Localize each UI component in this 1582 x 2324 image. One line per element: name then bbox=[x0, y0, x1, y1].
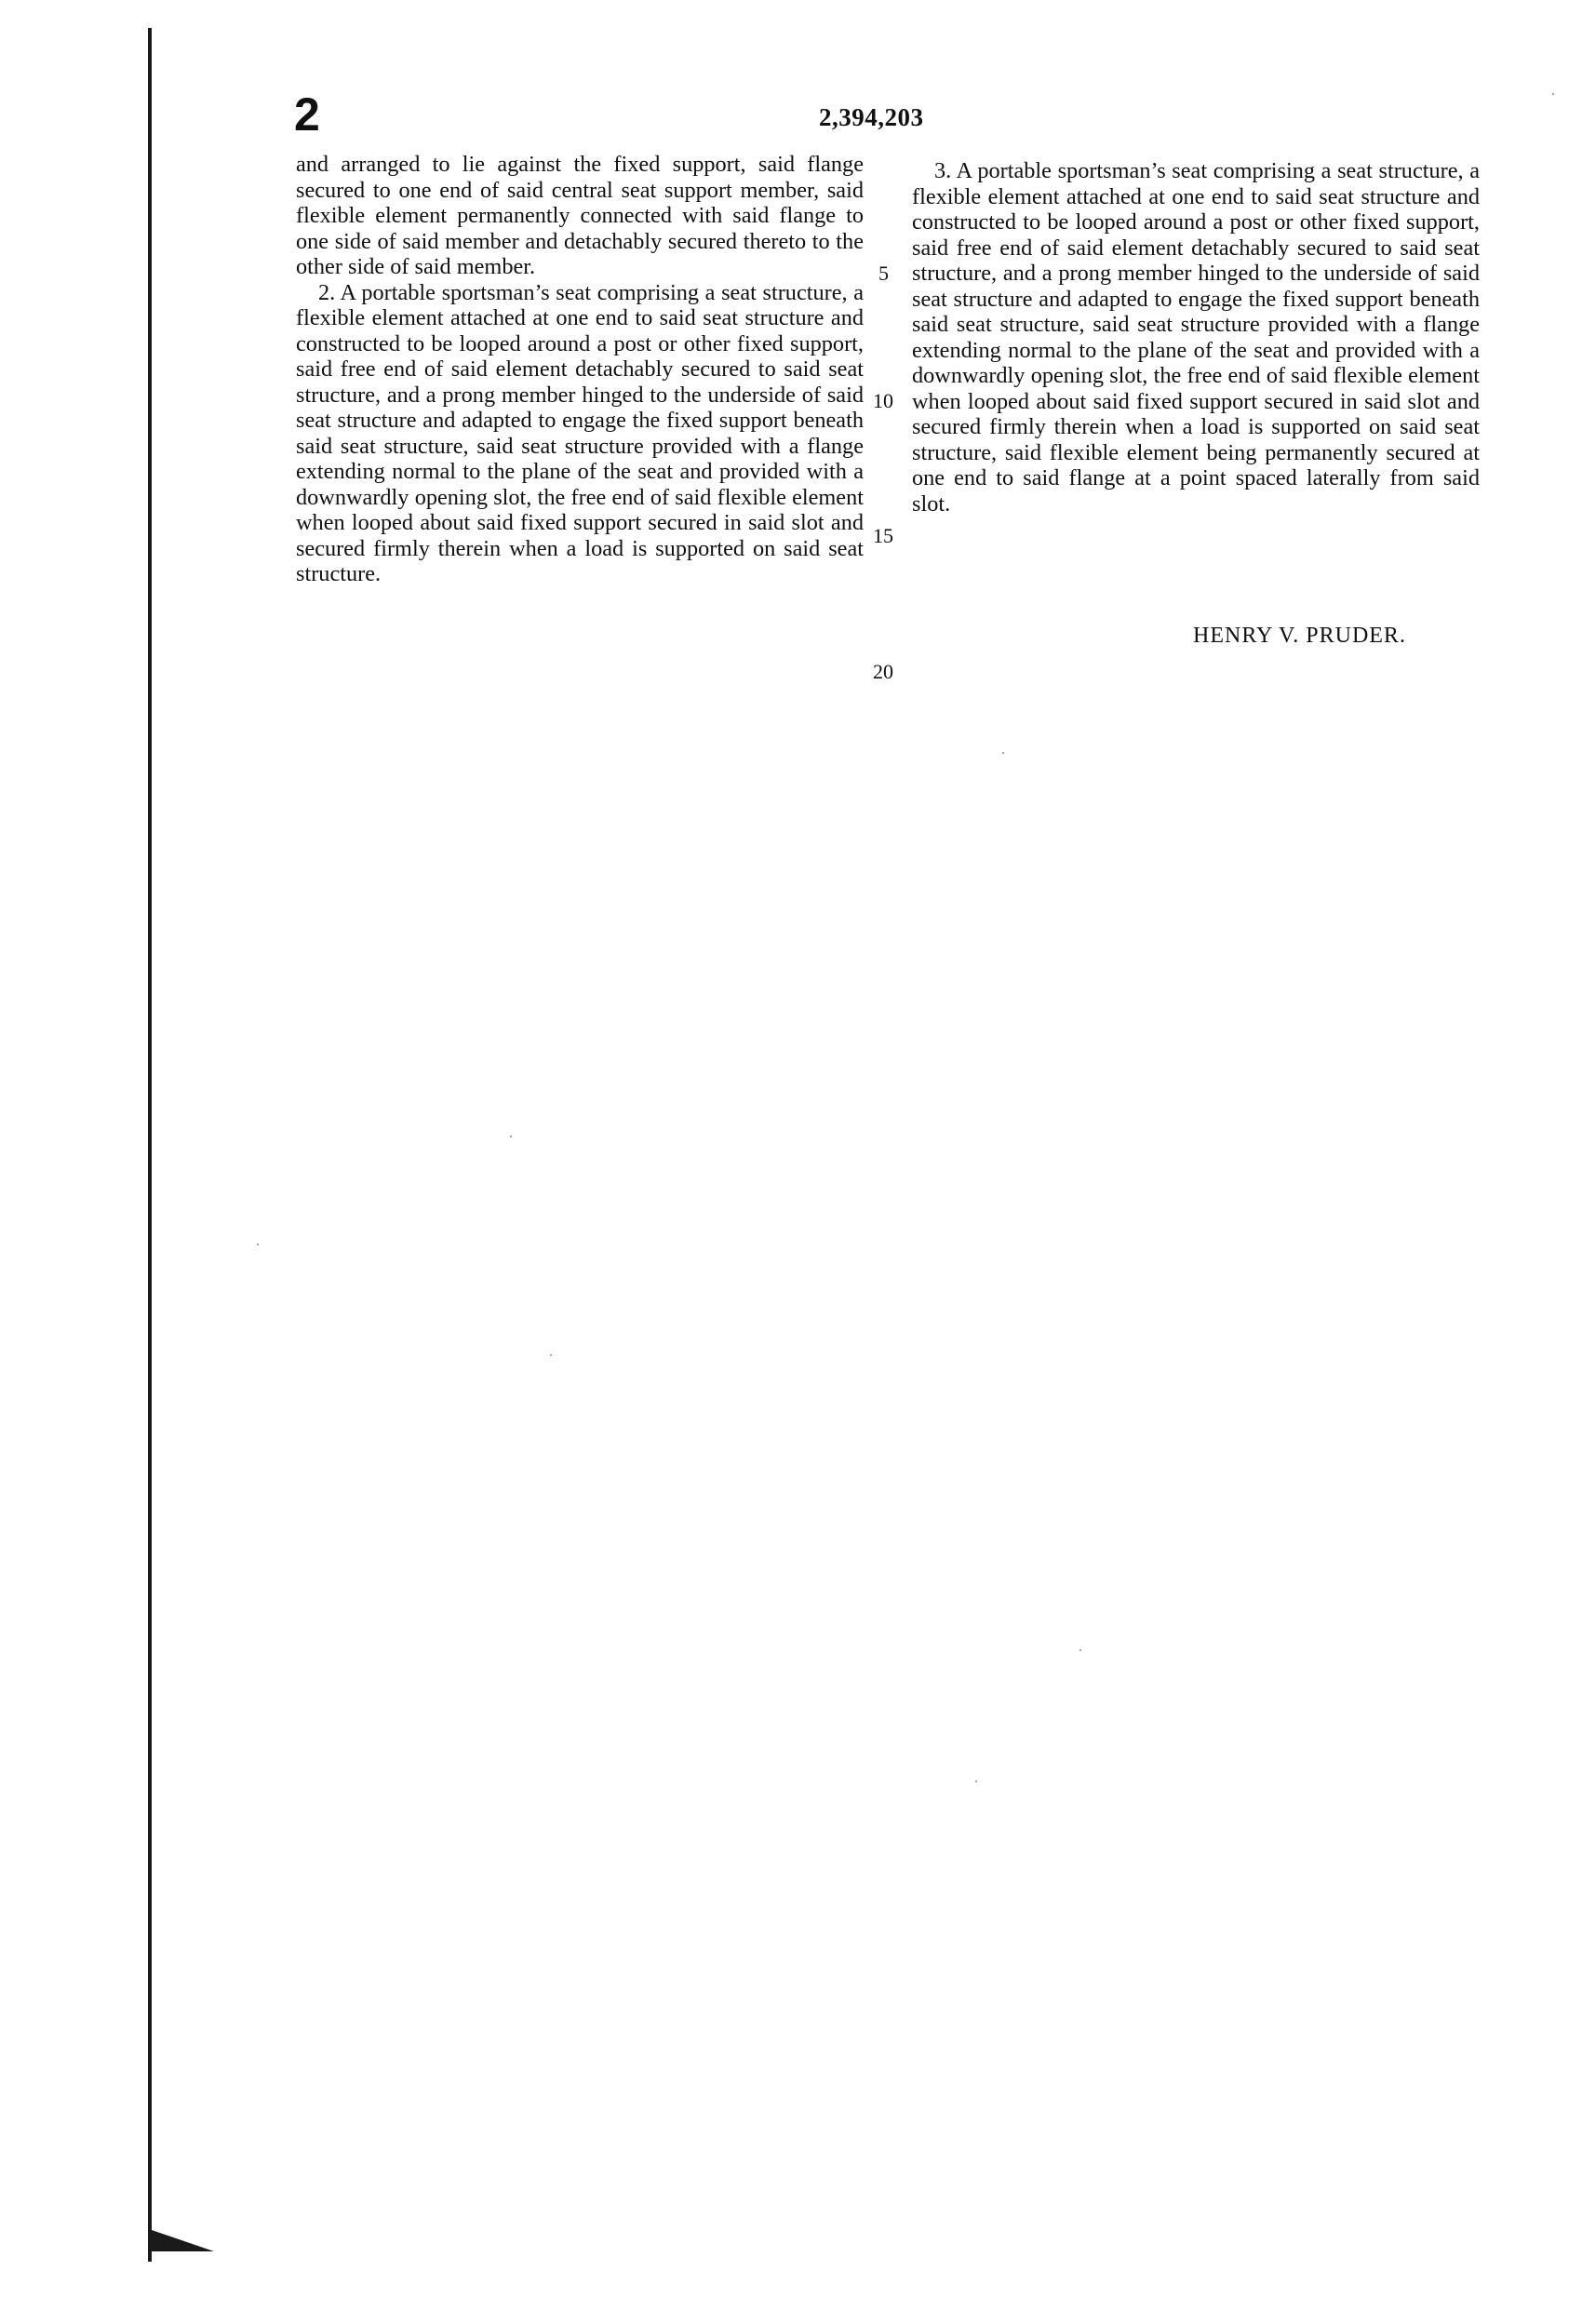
claim-3: 3. A portable sportsman’s seat comprising a seat structure, a flexible element attached at one end to said seat structure and constructed to be looped around a post or other fixed support, said free end of said element detachably secured to said seat structure, and a prong member hinged to the underside of said seat structure and adapted to engage the fixed support beneath said seat structure, said seat structure provided with a flange extending normal to the plane of the seat and provided with a downwardly opening slot, the free end of said flexible element when looped about said fixed support secured in said slot and secured firmly therein when a load is supported on said seat structure, said flexible element being permanently secured at one end to said flange at a point spaced laterally from said slot. bbox=[912, 158, 1480, 517]
scan-speck bbox=[1552, 93, 1554, 95]
line-number-gutter bbox=[873, 152, 905, 710]
scan-speck bbox=[975, 1780, 977, 1782]
scan-speck bbox=[1079, 1649, 1081, 1651]
scan-speck bbox=[550, 1354, 552, 1356]
scan-border-line bbox=[148, 28, 152, 2262]
scan-speck bbox=[257, 1243, 259, 1245]
inventor-signature: HENRY V. PRUDER. bbox=[1193, 624, 1406, 648]
line-number-5: 5 bbox=[878, 262, 889, 285]
scan-speck bbox=[510, 1135, 512, 1137]
scan-speck bbox=[1002, 752, 1004, 754]
scan-corner-mark bbox=[149, 2229, 214, 2251]
line-number-10: 10 bbox=[873, 389, 893, 412]
left-column bbox=[296, 152, 864, 587]
claim-1-continuation: and arranged to lie against the fixed support, said flange secured to one end of said central seat support member, said flexible element permanently connected with said flange to one side of said member and detachably secured thereto to the other side of said member. bbox=[296, 152, 864, 279]
line-number-20: 20 bbox=[873, 660, 893, 683]
claim-2: 2. A portable sportsman’s seat comprising a seat structure, a flexible element attached at one end to said seat structure and constructed to be looped around a post or other fixed support, said free end of said element detachably secured to said seat structure, and a prong member hinged to the underside of said seat structure and adapted to engage the fixed support beneath said seat structure, said seat structure provided with a flange extending normal to the plane of the seat and provided with a downwardly opening slot, the free end of said flexible element when looped about said fixed support secured in said slot and secured firmly therein when a load is supported on said seat structure. bbox=[296, 279, 864, 586]
right-column bbox=[912, 158, 1480, 517]
page-number: 2 bbox=[294, 88, 320, 141]
line-number-15: 15 bbox=[873, 524, 893, 547]
patent-number: 2,394,203 bbox=[819, 103, 924, 131]
